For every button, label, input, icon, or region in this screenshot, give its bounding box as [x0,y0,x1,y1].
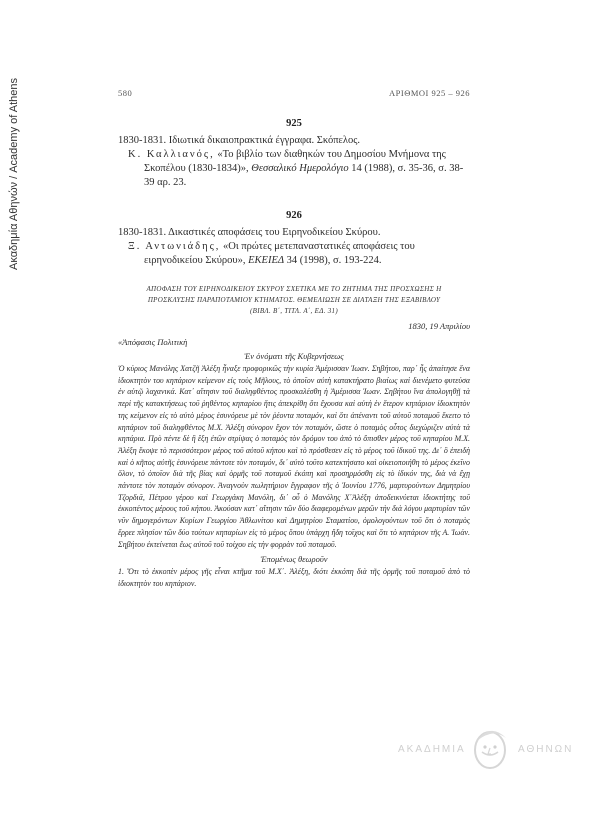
entry-926 [118,210,470,268]
running-title: ΑΡΙΘΜΟΙ 925 – 926 [389,88,470,98]
document-label: «Ἀπόφασις Πολιτικὴ [118,337,188,347]
entry-author: Ξ. Αντωνιάδης, [128,241,221,252]
archive-side-note [6,20,22,270]
document-point-1: 1. Ὅτι τὸ ἐκκοπὲν μέρος γῆς εἶναι κτῆμα τοῦ Μ.Χ΄. Ἀλέξη, διότι ἐκκόπη διὰ τῆς ὁρμῆς τοῦ ποταμοῦ ἀπὸ τὸ ἰδιοκτητὸν του κηπάριον. [118,567,470,588]
academy-watermark [390,718,590,798]
entry-citation-tail: 14 (1988), σ. 35-36, σ. 38-39 αρ. 23. [144,163,464,188]
entry-925 [118,118,470,190]
entry-heading: 1830-1831. Ιδιωτικά δικαιοπρακτικά έγγραφα. Σκόπελος. [118,135,361,146]
running-header [118,88,470,98]
document-page [118,88,470,590]
entry-article-title: «Οι πρώτες μετεπαναστατικές αποφάσεις του ειρηνοδικείου Σκύρου», [144,241,415,266]
document-body: Ὁ κύριος Μανόλης Χατζῆ Ἀλέξη ἦναξε προφορικῶς τὴν κυρία Ἀμέρισσαν Ἰωαν. Σηβήτου, παρ᾽ ἧς ἀπαίτησε ἕνα ἰδιοκτητὸν του κηπάριον κείμενον εἰς τοὺς Μῆλους, τὸ ὁποῖον αὐτὴ κατακτήρατο βιαίως καὶ διενέμετο φυτεύσα ἐν αὐτῷ λαχανικά. Κατ᾽ αἴτησιν τοῦ διαληφθέντος προσκαλέσθη ἡ Ἀμέρισσα Ἰωαν. Σηβήτου ἵνα ἀπολογηθῇ τὰ περὶ τῆς κατακτήσεως τοῦ ῥηθέντος κηπαρίου ἥτις ἀπεκρίθη ὅτι ἔχουσα καὶ αὐτὴ ἐν ἕτερον κηπάριον ἰδιοκτητὸν της κείμενον εἰς τὸ αὐτὸ μέρος ἑσυνόρευε μὲ τὸν ῥέοντα ποταμόν, καὶ ὅτι ἀπέναντι τοῦ αὐτοῦ ποταμοῦ ἔκειτο τὸ κηπάριον τοῦ διαληφθέντος Μ.Χ. Ἀλέξη σύνορον ἔχον τὸν ποταμόν, ὥστε ὁ ποταμὸς οὗτος διεχώριζεν αὐτὰ τὰ κηπάρια. Πρὸ πέντε δὲ ἢ ἓξη ἐτῶν στρίψας ὁ ποταμὸς τὸν δρόμον του ἀπὸ τὸ ὄπισθεν μέρος τοῦ κηπαρίου Μ.Χ. Ἀλέξη ἔκοψε τὸ περισσότερον μέρος τοῦ αὐτοῦ κήπου καὶ τὸ πρόσθεσεν εἰς τὸ μέρος τοῦ ἰδικοῦ της. Δι᾽ ὃ ἐπειδὴ καὶ ὁ κῆπος αὐτῆς ἑσυνόρευε πάντοτε τὸν ποταμόν, δι᾽ αὐτὸ τοῦτο κατεκτήσατο καὶ οἰκειοποιήθη τὸ μέρος ἐκεῖνο ὅλον, τὸ ὁποῖον διὰ τῆς βίας καὶ ὁρμῆς τοῦ ποταμοῦ ἐκόπη καὶ προσηρμόσθη εἰς τὸ ἰδικόν της, διὰ νὰ ἔχῃ πάντοτε τὸν ποταμὸν σύνορον. Ἀναγνοὺν πωλητήριον ἔγγραφον τῆς ὁ Ἰουνίου 1776, μαρτυρούντων Δημητρίου Τζορδιᾶ, Πέτρου γέρου καὶ Γεωργάκη Μανόλη, δι᾽ οὗ ὁ Μανόλης Χ΄Ἀλέξη ἀποδεικνύεται ἰδιοκτήτης τοῦ ἐκκοπέντος μέρους τοῦ κήπου. Ἀκούσαν κατ᾽ αἴτησιν τῶν δύο διαφερομένων μερῶν τὴν διὰ λόγου μαρτυρίαν τῶν νῦν δημογερόντων Κυρίων Γεωργίου Ἀθλωνίτου καὶ Δημητρίου Σταματίου, ὁμολογούντων τοῦ ὅτι ὁ ποταμὸς ἔρρεε πλησίον τῶν δύο τούτων κηπαρίων εἰς τὸ μέρος ὅπου ὑπάρχη ἤδη τοῖχος καὶ ὅτι τὸ κηπάριον τῆς Α. Ἰωάν. Σηβήτου ἐκτείνεται ἕως αὐτοῦ τοῦ τοίχου εἰς τὴν φορρὰν τοῦ ποταμοῦ. [118,364,470,549]
document-invocation: Ἐν ὀνόματι τῆς Κυβερνήσεως [244,351,344,361]
entry-reference [128,240,470,268]
entry-journal: Θεσσαλικό Ημερολόγιο [251,163,349,174]
document-date: 1830, 19 Απριλίου [408,321,470,331]
document-subheading: Ἐπομένως θεωροῦν [260,554,328,565]
document-title-line: ΑΠΟΦΑΣΗ ΤΟΥ ΕΙΡΗΝΟΔΙΚΕΙΟΥ ΣΚΥΡΟΥ ΣΧΕΤΙΚΑ ΜΕ ΤΟ ΖΗΤΗΜΑ ΤΗΣ ΠΡΟΣΧΩΣΗΣ Η [146,285,442,293]
entry-heading: 1830-1831. Δικαστικές αποφάσεις του Ειρηνοδικείου Σκύρου. [118,227,381,238]
page-number: 580 [118,88,133,98]
entry-reference [128,148,470,190]
document-title [118,284,470,317]
entry-journal: ΕΚΕΙΕΔ [248,255,285,266]
archive-side-note-text: Ακαδημία Αθηνών / Academy of Athens [8,77,20,270]
document-title-line: (ΒΙΒΛ. Β΄, ΤΙΤΛ. Α΄, ΕΔ. 31) [250,307,338,315]
watermark-left-text: ΑΚΑΔΗΜΙΑ [398,744,466,755]
entry-number: 926 [286,210,302,221]
entry-author: Κ. Καλλιανός, [128,149,215,160]
document-title-line: ΠΡΟΣΚΛΥΣΗΣ ΠΑΡΑΠΟΤΑΜΙΟΥ ΚΤΗΜΑΤΟΣ. ΘΕΜΕΛΙΩΣΗ ΣΕ ΔΙΑΤΑΞΗ ΤΗΣ ΕΞΑΒΙΒΛΟΥ [147,296,441,304]
entry-article-title: «Το βιβλίο των διαθηκών του Δημοσίου Μνήμονα της Σκοπέλου (1830-1834)», [144,149,446,174]
athena-head-icon [468,722,512,774]
watermark-right-text: ΑΘΗΝΩΝ [518,744,574,755]
entry-citation-tail: 34 (1998), σ. 193-224. [284,255,382,266]
entry-number: 925 [286,118,302,129]
